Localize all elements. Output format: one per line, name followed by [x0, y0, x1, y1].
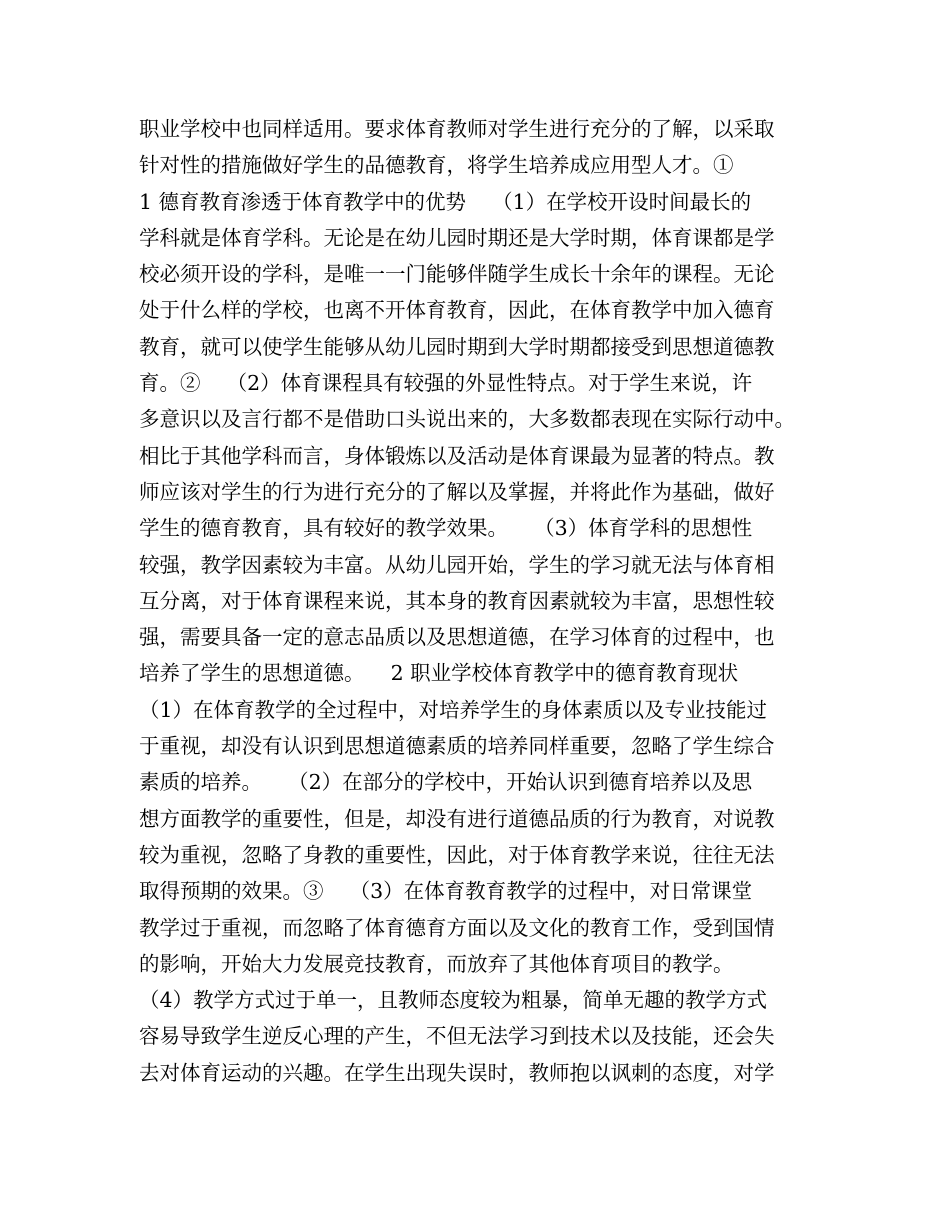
text-line: 师应该对学生的行为进行充分的了解以及掌握，并将此作为基础，做好	[139, 479, 775, 504]
text-line: 较为重视，忽略了身教的重要性，因此，对于体育教学来说，往往无法	[139, 842, 775, 867]
text-line: 1 德育教育渗透于体育教学中的优势 （1）在学校开设时间最长的	[139, 189, 752, 214]
text-line: 多意识以及言行都不是借助口头说出来的，大多数都表现在实际行动中。	[139, 407, 795, 432]
text-line: 学科就是体育学科。无论是在幼儿园时期还是大学时期，体育课都是学	[139, 225, 775, 250]
text-line: 校必须开设的学科，是唯一一门能够伴随学生成长十余年的课程。无论	[139, 262, 775, 287]
text-line: （1）在体育教学的全过程中，对培养学生的身体素质以及专业技能过	[139, 697, 768, 722]
text-line: 育。② （2）体育课程具有较强的外显性特点。对于学生来说，许	[139, 371, 753, 396]
text-line: 培养了学生的思想道德。 2 职业学校体育教学中的德育教育现状	[139, 661, 739, 686]
text-line: 容易导致学生逆反心理的产生，不但无法学习到技术以及技能，还会失	[139, 1024, 775, 1049]
text-line: 素质的培养。 （2）在部分的学校中，开始认识到德育培养以及思	[139, 770, 753, 795]
text-line: 学生的德育教育，具有较好的教学效果。 （3）体育学科的思想性	[139, 516, 753, 541]
text-line: 职业学校中也同样适用。要求体育教师对学生进行充分的了解，以采取	[139, 117, 775, 141]
text-line: 于重视，却没有认识到思想道德素质的培养同样重要，忽略了学生综合	[139, 734, 775, 759]
text-line: 相比于其他学科而言，身体锻炼以及活动是体育课最为显著的特点。教	[139, 443, 775, 468]
text-line: 处于什么样的学校，也离不开体育教育，因此，在体育教学中加入德育	[139, 298, 775, 323]
text-line: 强，需要具备一定的意志品质以及思想道德，在学习体育的过程中，也	[139, 625, 775, 650]
text-line: 的影响，开始大力发展竞技教育，而放弃了其他体育项目的教学。	[139, 951, 734, 976]
text-line: 想方面教学的重要性，但是，却没有进行道德品质的行为教育，对说教	[139, 806, 775, 831]
text-line: 取得预期的效果。③ （3）在体育教育教学的过程中，对日常课堂	[139, 879, 753, 904]
text-line: 互分离，对于体育课程来说，其本身的教育因素就较为丰富，思想性较	[139, 588, 775, 613]
text-line: 教学过于重视，而忽略了体育德育方面以及文化的教育工作，受到国情	[139, 915, 775, 940]
text-line: 教育，就可以使学生能够从幼儿园时期到大学时期都接受到思想道德教	[139, 334, 775, 359]
body-text	[139, 111, 819, 1091]
text-line: 针对性的措施做好学生的品德教育，将学生培养成应用型人才。①	[139, 153, 734, 178]
text-line: 去对体育运动的兴趣。在学生出现失误时，教师抱以讽刺的态度，对学	[139, 1060, 775, 1085]
text-line: 较强，教学因素较为丰富。从幼儿园开始，学生的学习就无法与体育相	[139, 552, 775, 577]
text-line: （4）教学方式过于单一，且教师态度较为粗暴，简单无趣的教学方式	[139, 988, 768, 1013]
